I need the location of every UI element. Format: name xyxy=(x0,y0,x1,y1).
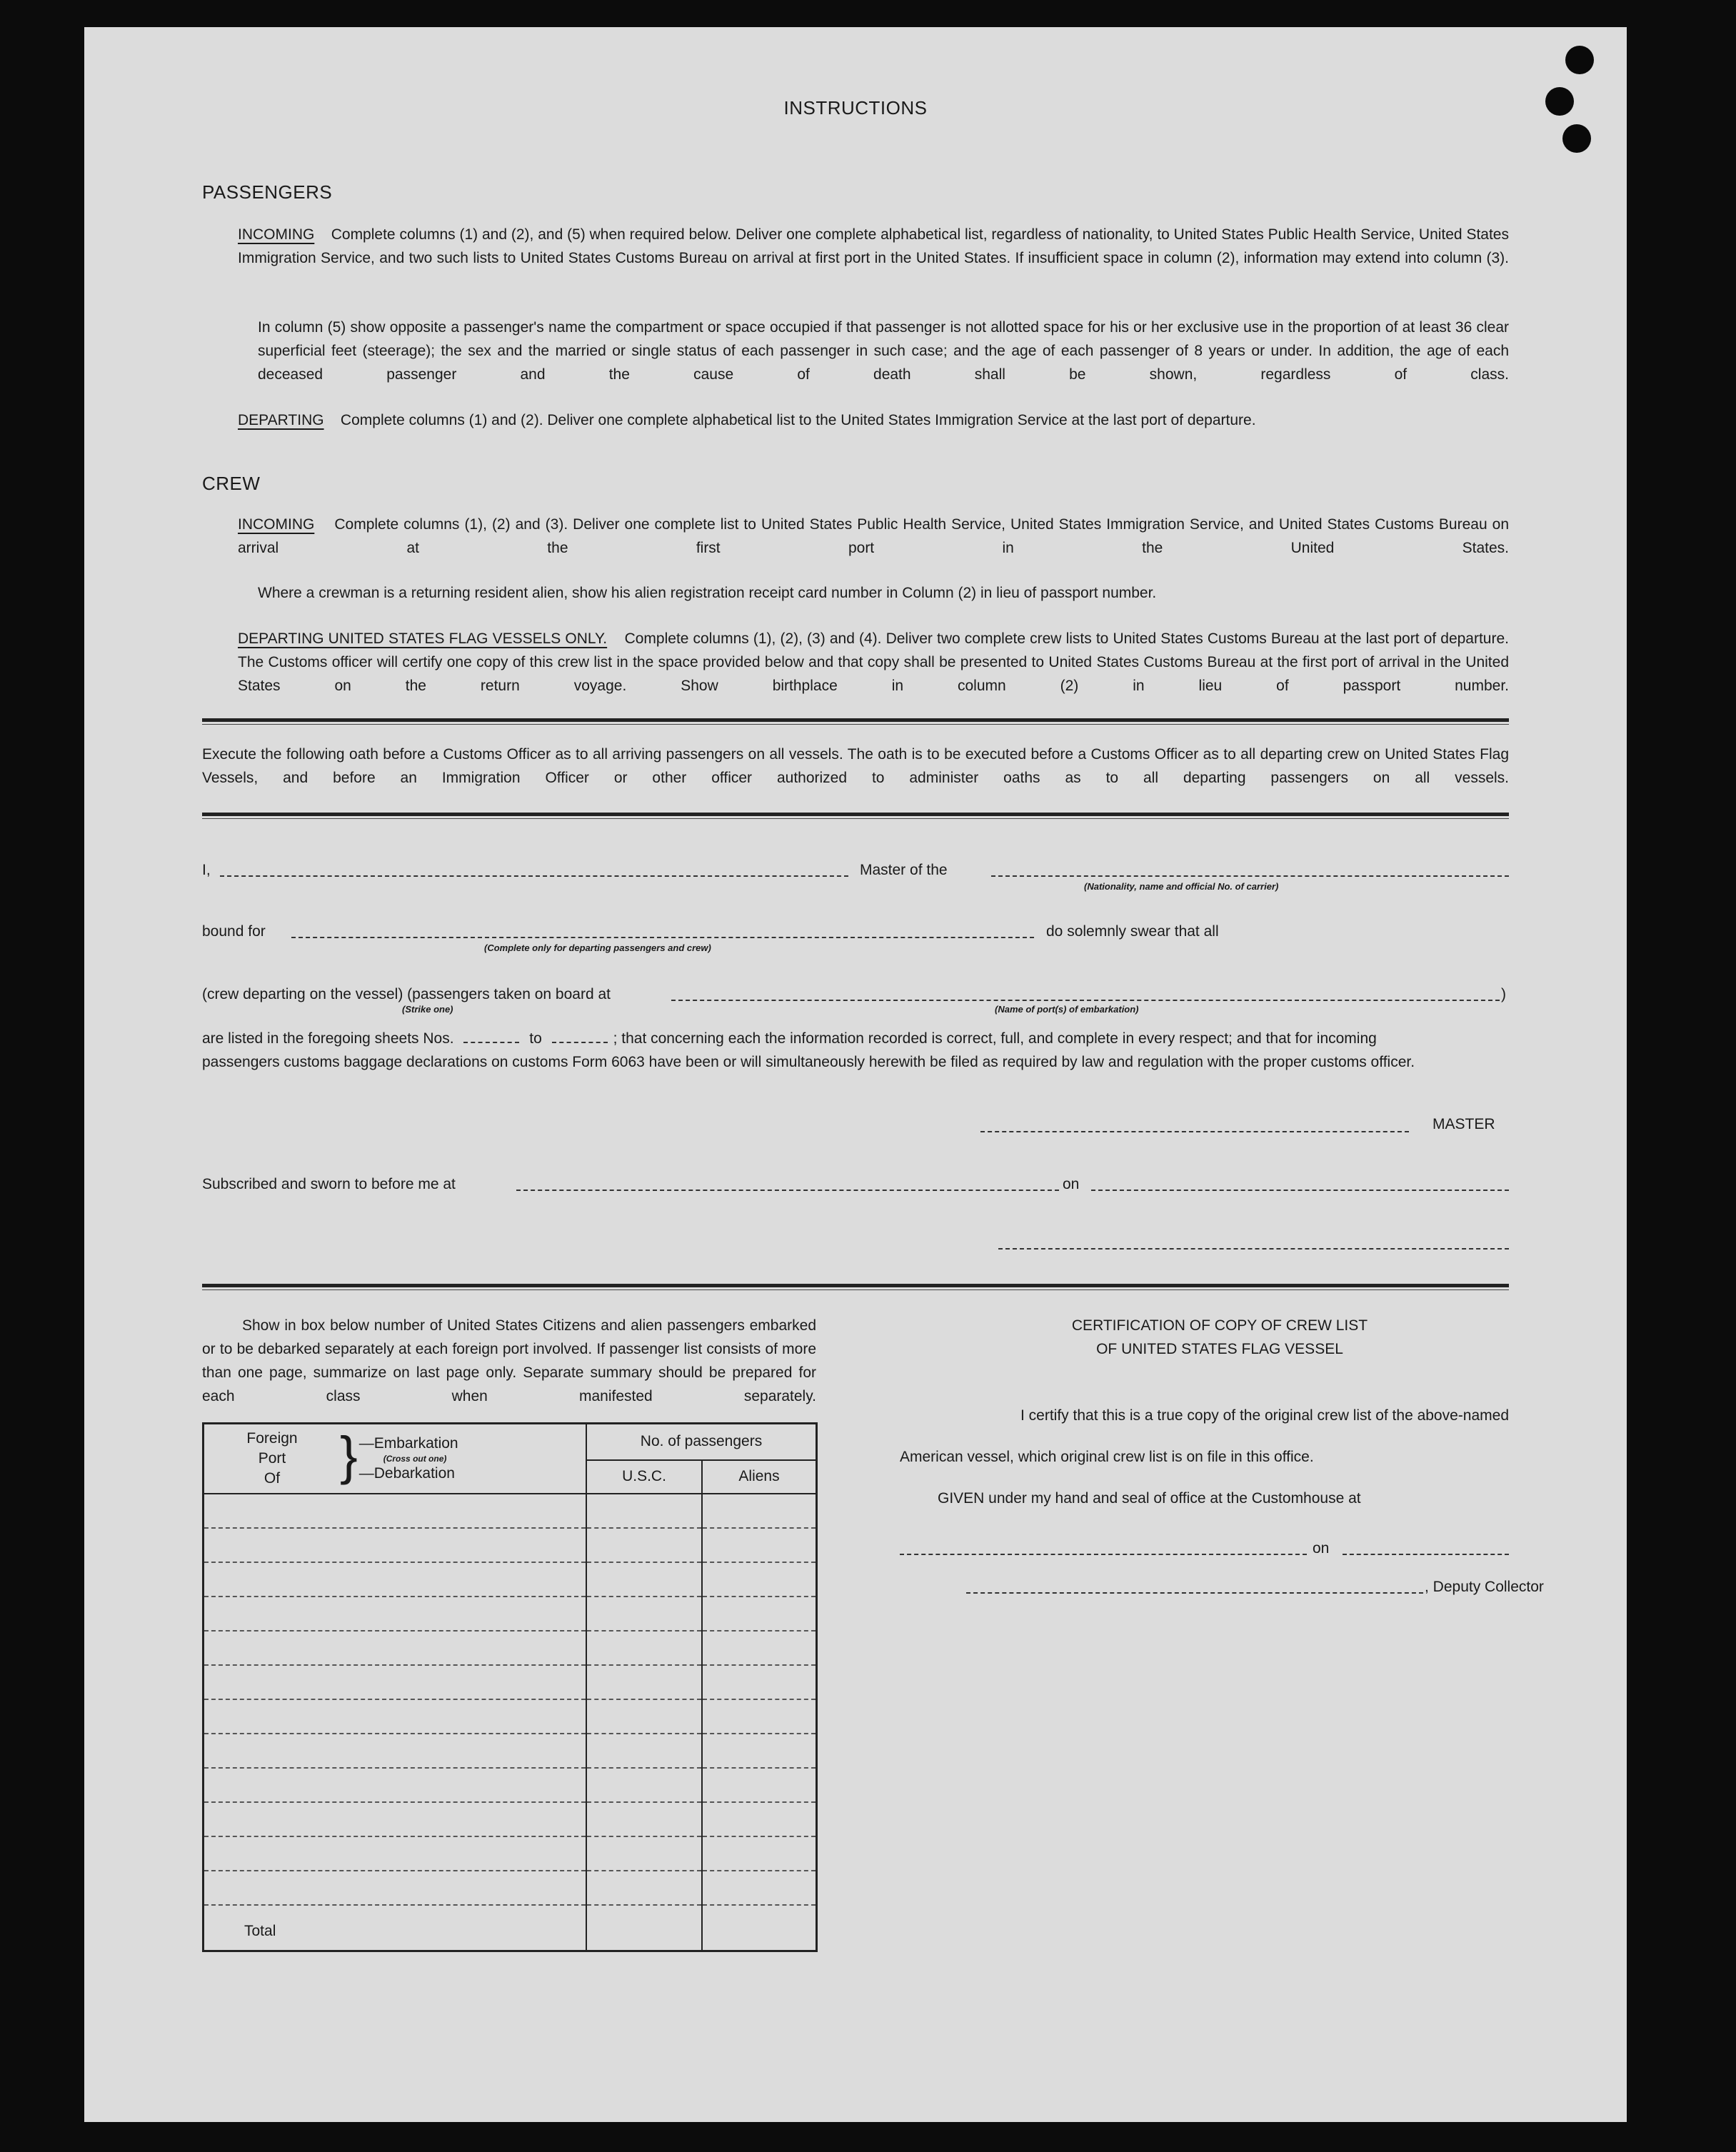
usc-cell[interactable] xyxy=(586,1665,702,1699)
total-aliens-cell[interactable] xyxy=(702,1905,817,1951)
subscribed-label: Subscribed and sworn to before me at xyxy=(202,1176,456,1192)
aliens-cell[interactable] xyxy=(702,1871,817,1905)
table-row xyxy=(204,1597,817,1631)
port-cell[interactable] xyxy=(204,1836,587,1871)
passengers-incoming-paragraph xyxy=(238,223,1509,270)
cross-out-note: (Cross out one) xyxy=(383,1454,447,1464)
port-cell[interactable] xyxy=(204,1528,587,1562)
table-row xyxy=(204,1494,817,1528)
customhouse-field[interactable] xyxy=(900,1554,1307,1555)
usc-cell[interactable] xyxy=(586,1562,702,1597)
port-cell[interactable] xyxy=(204,1597,587,1631)
aliens-cell[interactable] xyxy=(702,1562,817,1597)
passenger-summary-table xyxy=(202,1422,818,1952)
table-row xyxy=(204,1802,817,1836)
listed-text-a: are listed in the foregoing sheets Nos. xyxy=(202,1030,454,1047)
table-row xyxy=(204,1734,817,1768)
aliens-cell[interactable] xyxy=(702,1836,817,1871)
crew-departing-label: (crew departing on the vessel) (passengers taken on board at xyxy=(202,986,611,1002)
carrier-note: (Nationality, name and official No. of carrier) xyxy=(1084,881,1279,892)
crew-incoming-label: INCOMING xyxy=(238,516,315,533)
total-label: Total xyxy=(244,1923,276,1939)
passengers-incoming-label: INCOMING xyxy=(238,226,315,243)
certification-heading xyxy=(970,1314,1470,1361)
port-label: Port xyxy=(258,1450,286,1467)
usc-cell[interactable] xyxy=(586,1836,702,1871)
aliens-cell[interactable] xyxy=(702,1597,817,1631)
passengers-departing-paragraph xyxy=(238,408,1256,432)
total-usc-cell[interactable] xyxy=(586,1905,702,1951)
usc-cell[interactable] xyxy=(586,1734,702,1768)
aliens-cell[interactable] xyxy=(702,1768,817,1802)
aliens-cell[interactable] xyxy=(702,1528,817,1562)
sworn-date-field[interactable] xyxy=(1091,1190,1509,1191)
passengers-departing-label: DEPARTING xyxy=(238,412,324,428)
sheets-line xyxy=(202,1027,1377,1050)
table-row xyxy=(204,1871,817,1905)
port-cell[interactable] xyxy=(204,1494,587,1528)
master-name-field[interactable] xyxy=(220,875,848,877)
sheet-to-field[interactable] xyxy=(552,1042,608,1043)
port-cell[interactable] xyxy=(204,1871,587,1905)
cert-on-label: on xyxy=(1313,1540,1330,1557)
close-paren: ) xyxy=(1501,986,1506,1002)
given-text: GIVEN under my hand and seal of office at the Customhouse at xyxy=(938,1490,1361,1507)
table-row xyxy=(204,1631,817,1665)
port-cell[interactable] xyxy=(204,1665,587,1699)
port-header-cell xyxy=(204,1424,587,1494)
of-label: Of xyxy=(264,1470,281,1487)
aliens-cell[interactable] xyxy=(702,1734,817,1768)
aliens-cell[interactable] xyxy=(702,1631,817,1665)
port-cell[interactable] xyxy=(204,1734,587,1768)
usc-cell[interactable] xyxy=(586,1494,702,1528)
usc-header: U.S.C. xyxy=(586,1460,702,1494)
table-row xyxy=(204,1562,817,1597)
oath-i-label: I, xyxy=(202,862,211,878)
oath-instruction: Execute the following oath before a Customs Officer as to all arriving passengers on all vessels. The oath is to be executed before a Customs Officer as to all departing crew on United States Flag Vessels, and before an Immigration Officer or other officer authorized to administer oaths as to all departing passengers on all vessels. xyxy=(202,746,1509,786)
master-of-label: Master of the xyxy=(860,862,948,878)
ports-note: (Name of port(s) of embarkation) xyxy=(995,1004,1139,1015)
bound-for-label: bound for xyxy=(202,923,266,940)
summary-instruction: Show in box below number of United States Citizens and alien passengers embarked or to be debarked separately at each foreign port involved. If passenger list consists of more than one page, summarize on last page only. Separate summary should be prepared for each class when manifested separately. xyxy=(202,1317,816,1404)
table-row xyxy=(204,1528,817,1562)
bound-for-field[interactable] xyxy=(291,937,1034,938)
sheet-from-field[interactable] xyxy=(463,1042,519,1043)
embarkation-ports-field[interactable] xyxy=(671,1000,1500,1001)
punch-hole xyxy=(1565,46,1594,74)
to-label: to xyxy=(529,1030,542,1047)
passengers-departing-text: Complete columns (1) and (2). Deliver one complete alphabetical list to the United States Immigration Service at the last port of departure. xyxy=(340,412,1256,428)
master-label: MASTER xyxy=(1433,1116,1495,1132)
usc-cell[interactable] xyxy=(586,1631,702,1665)
table-row xyxy=(204,1836,817,1871)
port-cell[interactable] xyxy=(204,1768,587,1802)
passengers-heading: PASSENGERS xyxy=(202,181,333,203)
port-cell[interactable] xyxy=(204,1802,587,1836)
aliens-cell[interactable] xyxy=(702,1494,817,1528)
crew-heading: CREW xyxy=(202,473,261,494)
aliens-cell[interactable] xyxy=(702,1802,817,1836)
passengers-column5-text: In column (5) show opposite a passenger's name the compartment or space occupied if that passenger is not allotted space for his or her exclusive use in the proportion of at least 36 clear superficial feet (steerage); the sex and the married or single status of each passenger in such case; and the age of each passenger of 8 years or under. In addition, the age of each deceased passenger and the cause of death shall be shown, regardless of class. xyxy=(258,319,1509,383)
embarkation-label: —Embarkation xyxy=(358,1435,458,1452)
crew-departing-text: Complete columns (1), (2), (3) and (4). Deliver two complete crew lists to United States Customs Bureau at the last port of departure. The Customs officer will certify one copy of this crew list in the space provided below and that copy shall be presented to United States Customs Bureau at the first port of arrival in the United States on the return voyage. Show birthplace in column (2) in lieu of passport number. xyxy=(238,630,1509,694)
american-vessel-text: American vessel, which original crew list is on file in this office. xyxy=(900,1449,1314,1465)
page-title: INSTRUCTIONS xyxy=(783,97,928,119)
table-row xyxy=(204,1665,817,1699)
deputy-signature-field[interactable] xyxy=(966,1592,1423,1594)
port-cell[interactable] xyxy=(204,1631,587,1665)
sworn-on-label: on xyxy=(1063,1176,1080,1192)
section-divider xyxy=(202,1284,1509,1287)
crew-departing-paragraph xyxy=(238,627,1509,698)
deputy-collector-label: , Deputy Collector xyxy=(1425,1579,1544,1595)
foreign-label: Foreign xyxy=(246,1430,298,1447)
aliens-header: Aliens xyxy=(702,1460,817,1494)
usc-cell[interactable] xyxy=(586,1597,702,1631)
sworn-place-field[interactable] xyxy=(516,1190,1059,1191)
foreign-port-of xyxy=(204,1429,340,1489)
strike-note: (Strike one) xyxy=(402,1004,453,1015)
crew-alien-text: Where a crewman is a returning resident alien, show his alien registration receipt card number in Column (2) in lieu of passport number. xyxy=(258,585,1157,601)
aliens-cell[interactable] xyxy=(702,1665,817,1699)
swear-label: do solemnly swear that all xyxy=(1046,923,1219,940)
crew-departing-label: DEPARTING UNITED STATES FLAG VESSELS ONLY. xyxy=(238,630,608,647)
port-cell[interactable] xyxy=(204,1562,587,1597)
bound-for-note: (Complete only for departing passengers and crew) xyxy=(484,942,711,953)
crew-incoming-text: Complete columns (1), (2) and (3). Deliver one complete list to United States Public Health Service, United States Immigration Service, and United States Customs Bureau on arrival at the first port in the United States. xyxy=(238,516,1510,556)
certification-heading-line1: CERTIFICATION OF COPY OF CREW LIST xyxy=(1071,1317,1368,1334)
section-divider xyxy=(202,813,1509,816)
port-cell[interactable] xyxy=(204,1699,587,1734)
certification-heading-line2: OF UNITED STATES FLAG VESSEL xyxy=(1096,1341,1343,1357)
usc-cell[interactable] xyxy=(586,1802,702,1836)
section-divider xyxy=(202,718,1509,722)
certify-text: I certify that this is a true copy of the original crew list of the above-named xyxy=(1020,1407,1509,1424)
passengers-incoming-text: Complete columns (1) and (2), and (5) when required below. Deliver one complete alphabetical list, regardless of nationality, to United States Public Health Service, United States Immigration Service, and two such lists to United States Customs Bureau on arrival at first port in the United States. If insufficient space in column (2), information may extend into column (3). xyxy=(238,226,1509,266)
total-row xyxy=(204,1905,817,1951)
usc-cell[interactable] xyxy=(586,1699,702,1734)
usc-cell[interactable] xyxy=(586,1768,702,1802)
cert-date-field[interactable] xyxy=(1343,1554,1509,1555)
aliens-cell[interactable] xyxy=(702,1699,817,1734)
usc-cell[interactable] xyxy=(586,1871,702,1905)
listed-text-c: passengers customs baggage declarations on customs Form 6063 have been or will simultaneously herewith be filed as required by law and regulation with the proper customs officer. xyxy=(202,1054,1415,1070)
brace-icon: } xyxy=(340,1426,358,1485)
no-passengers-header: No. of passengers xyxy=(586,1424,817,1460)
carrier-field[interactable] xyxy=(991,875,1509,877)
punch-hole xyxy=(1562,124,1591,153)
master-signature-field[interactable] xyxy=(980,1131,1409,1132)
officer-signature-field[interactable] xyxy=(998,1248,1509,1250)
crew-incoming-paragraph xyxy=(238,513,1509,560)
table-row xyxy=(204,1768,817,1802)
table-row xyxy=(204,1699,817,1734)
listed-text-b: ; that concerning each the information recorded is correct, full, and complete in every respect; and that for incoming xyxy=(613,1030,1377,1047)
document-page xyxy=(84,27,1627,2122)
debarkation-label: —Debarkation xyxy=(358,1465,455,1482)
usc-cell[interactable] xyxy=(586,1528,702,1562)
